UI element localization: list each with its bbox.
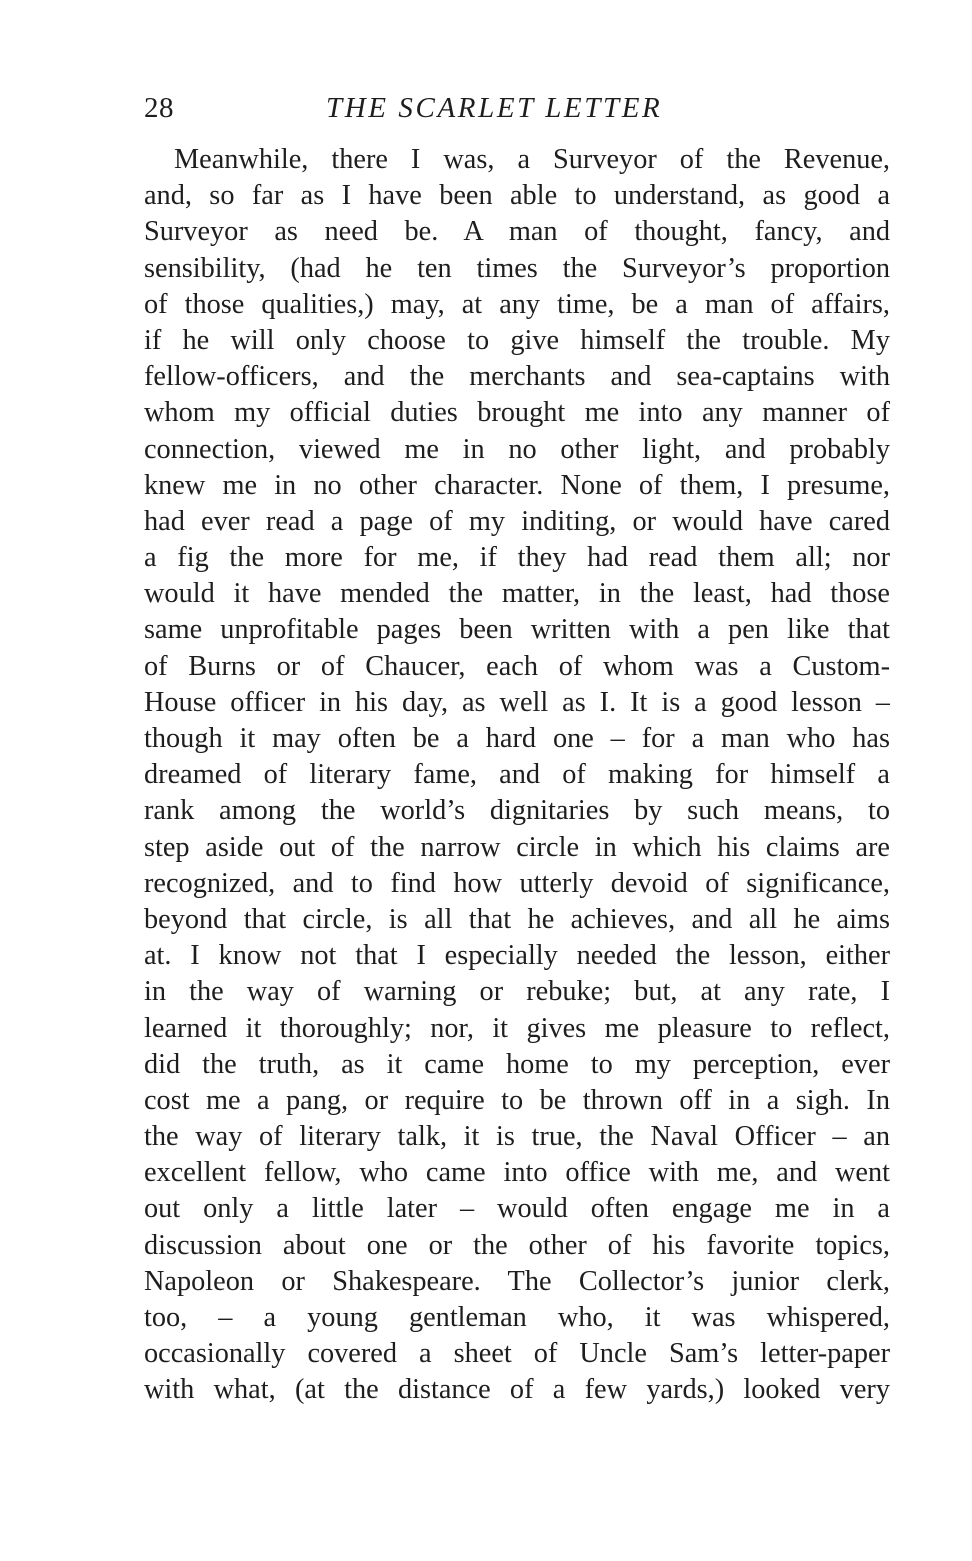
text-line: if he will only choose to give himself the trouble. My <box>144 324 890 356</box>
text-line: connection, viewed me in no other light, and probably <box>144 433 890 465</box>
book-title: THE SCARLET LETTER <box>326 92 663 124</box>
text-line: with what, (at the distance of a few yards,) looked very <box>144 1374 890 1406</box>
text-line: fellow-officers, and the merchants and sea-captains with <box>144 361 890 393</box>
text-line: same unprofitable pages been written with a pen like that <box>144 614 890 646</box>
text-line: of Burns or of Chaucer, each of whom was a Custom- <box>144 650 890 682</box>
text-line: rank among the world’s dignitaries by such means, to <box>144 795 890 827</box>
text-line: a fig the more for me, if they had read them all; nor <box>144 542 890 574</box>
text-line: Napoleon or Shakespeare. The Collector’s junior clerk, <box>144 1265 890 1297</box>
text-line: cost me a pang, or require to be thrown off in a sigh. In <box>144 1084 890 1116</box>
text-line: at. I know not that I especially needed the lesson, either <box>144 940 890 972</box>
running-head <box>144 88 888 132</box>
text-line: sensibility, (had he ten times the Surveyor’s proportion <box>144 252 890 284</box>
text-line: would it have mended the matter, in the least, had those <box>144 578 890 610</box>
text-line: learned it thoroughly; nor, it gives me pleasure to reflect, <box>144 1012 890 1044</box>
text-line: too, – a young gentleman who, it was whispered, <box>144 1302 890 1333</box>
text-line: Meanwhile, there I was, a Surveyor of the Revenue, <box>174 144 890 175</box>
text-line: Surveyor as need be. A man of thought, fancy, and <box>144 216 890 248</box>
body-text <box>144 142 890 1412</box>
text-line: House officer in his day, as well as I. It is a good lesson – <box>144 686 890 718</box>
text-line: occasionally covered a sheet of Uncle Sam’s letter-paper <box>144 1338 890 1370</box>
text-line: dreamed of literary fame, and of making for himself a <box>144 759 890 791</box>
text-line: did the truth, as it came home to my perception, ever <box>144 1048 890 1080</box>
page-number: 28 <box>144 92 174 124</box>
text-line: excellent fellow, who came into office with me, and went <box>144 1157 890 1189</box>
text-line: of those qualities,) may, at any time, be a man of affairs, <box>144 288 890 320</box>
text-line: out only a little later – would often engage me in a <box>144 1193 890 1225</box>
text-line: and, so far as I have been able to understand, as good a <box>144 180 890 212</box>
text-line: the way of literary talk, it is true, the Naval Officer – an <box>144 1121 890 1153</box>
text-line: beyond that circle, is all that he achieves, and all he aims <box>144 903 890 935</box>
text-line: knew me in no other character. None of them, I presume, <box>144 469 890 501</box>
text-line: step aside out of the narrow circle in which his claims are <box>144 831 890 863</box>
text-line: recognized, and to find how utterly devoid of significance, <box>144 867 890 899</box>
text-line: had ever read a page of my inditing, or would have cared <box>144 505 890 537</box>
text-line: in the way of warning or rebuke; but, at any rate, I <box>144 976 890 1008</box>
text-line: discussion about one or the other of his favorite topics, <box>144 1229 890 1261</box>
text-line: though it may often be a hard one – for a man who has <box>144 723 890 754</box>
text-line: whom my official duties brought me into any manner of <box>144 397 890 429</box>
